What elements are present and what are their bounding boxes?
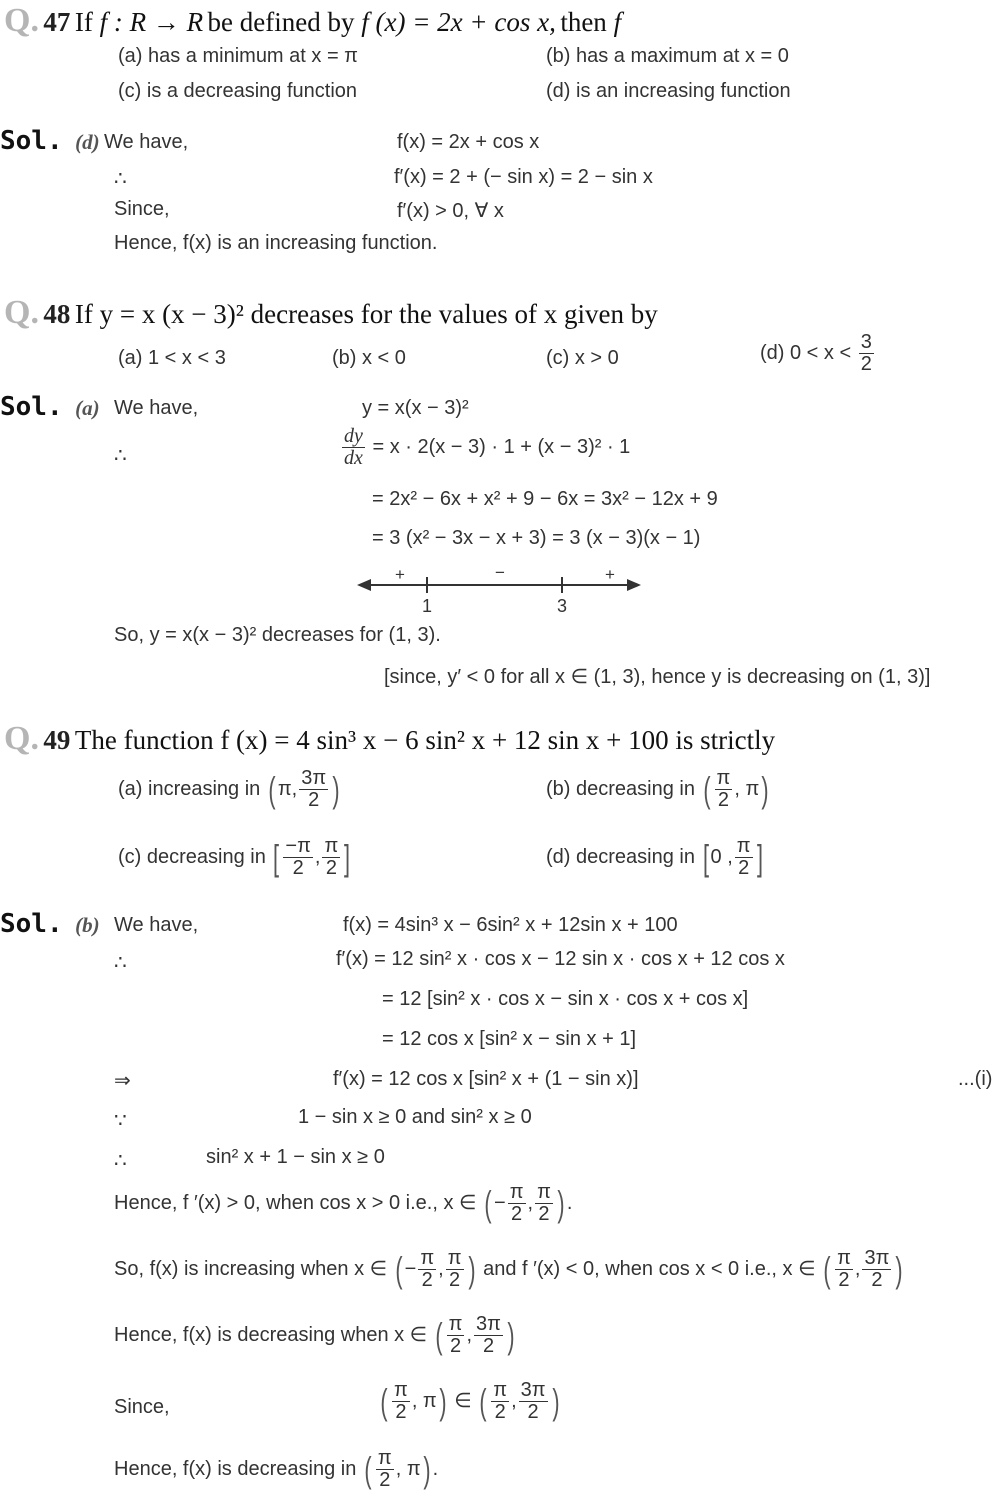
number-line — [355, 562, 645, 616]
solution-48-label: Sol. (a) — [0, 392, 100, 422]
option-c: (c) x > 0 — [546, 347, 619, 369]
equation: sin² x + 1 − sin x ≥ 0 — [206, 1146, 385, 1168]
equation: f′(x) = 12 sin² x · cos x − 12 sin x · cos x + 12 cos x — [336, 948, 785, 970]
derivative-equation: $\frac{dy}{dx}$ = x · 2(x − 3) · 1 + (x − 3)² · 1 — [344, 425, 631, 469]
option-a: (a) 1 < x < 3 — [118, 347, 226, 369]
implies-symbol: ⇒ — [114, 1070, 131, 1092]
therefore-symbol: ∴ — [114, 445, 127, 467]
answer-key: (b) — [75, 913, 100, 937]
option-d: (d) is an increasing function — [546, 80, 791, 102]
equation: = 2x² − 6x + x² + 9 − 6x = 3x² − 12x + 9 — [372, 488, 718, 510]
sol-line-right: f′(x) > 0, ∀ x — [397, 200, 504, 222]
solution-49-label: Sol. (b) — [0, 909, 100, 939]
sign-plus: + — [605, 565, 615, 584]
hence-line-2: Hence, f(x) is decreasing when x ∈ ( $\frac{\pi}{2}$ , $\frac{3\pi}{2}$ ) — [114, 1313, 515, 1357]
option-c: (c) decreasing in [ $\frac{-\pi}{2}$ , $\frac{\pi}{2}$ ] — [118, 835, 351, 879]
since-line: [since, y′ < 0 for all x ∈ (1, 3), hence y is decreasing on (1, 3)] — [384, 666, 931, 688]
question-stem: If y = x (x − 3)² decreases for the values of x given by — [74, 299, 658, 329]
since-label: Since, — [114, 1396, 170, 1418]
we-have-label: We have, — [114, 397, 199, 419]
answer-key: (a) — [75, 396, 100, 420]
q-mark-icon: Q. — [4, 2, 39, 39]
option-b: (b) has a maximum at x = 0 — [546, 45, 789, 67]
because-symbol: ∵ — [114, 1110, 127, 1132]
option-c: (c) is a decreasing function — [118, 80, 358, 102]
sol-line-left: ∴ — [114, 168, 127, 190]
sign-minus: − — [495, 563, 505, 582]
question-number: 48 — [43, 299, 71, 329]
conclusion: Hence, f(x) is an increasing function. — [114, 232, 438, 254]
sol-line-left: Since, — [114, 198, 170, 220]
option-a: (a) increasing in ( π, $\frac{3\pi}{2}$ ) — [118, 767, 340, 811]
therefore-symbol: ∴ — [114, 952, 127, 974]
equation: = 3 (x² − 3x − x + 3) = 3 (x − 3)(x − 1) — [372, 527, 701, 549]
sol-line-right: f′(x) = 2 + (− sin x) = 2 − sin x — [394, 166, 653, 188]
sol-line-left: We have, — [104, 131, 189, 153]
question-number: 47 — [43, 7, 71, 37]
so-line: So, f(x) is increasing when x ∈ ( − $\frac{\pi}{2}$ , $\frac{\pi}{2}$ ) and f ′(x) < 0, when cos x < 0 i.e., x ∈ ( $\frac{\pi}{2}$ , $\frac{3\pi}{2}$ ) — [114, 1247, 903, 1291]
equation-tag: ...(i) — [958, 1068, 993, 1090]
equation: f′(x) = 12 cos x [sin² x + (1 − sin x)] — [333, 1068, 639, 1090]
sol-line-right: f(x) = 2x + cos x — [397, 131, 540, 153]
therefore-symbol: ∴ — [114, 1150, 127, 1172]
we-have-label: We have, — [114, 914, 199, 936]
option-b: (b) x < 0 — [332, 347, 406, 369]
question-47: Q. 47 If f : R → R be defined by f (x) = 2x + cos x, then f — [4, 2, 622, 39]
solution-47-label: Sol. (d) — [0, 126, 100, 156]
equation: = 12 [sin² x · cos x − sin x · cos x + cos x] — [382, 988, 749, 1010]
question-number: 49 — [43, 725, 71, 755]
equation: y = x(x − 3)² — [362, 397, 469, 419]
final-conclusion: Hence, f(x) is decreasing in ( $\frac{\pi}{2}$ , π) . — [114, 1447, 439, 1491]
sign-plus: + — [395, 565, 405, 584]
equation: = 12 cos x [sin² x − sin x + 1] — [382, 1028, 637, 1050]
since-relation: ( $\frac{\pi}{2}$ , π) ∈ ( $\frac{\pi}{2}$ , $\frac{3\pi}{2}$ ) — [380, 1379, 560, 1423]
q-mark-icon: Q. — [4, 294, 39, 331]
fraction-dy-dx: $\frac{dy}{dx}$ — [344, 425, 363, 469]
option-d: (d) 0 < x < $\frac{3}{2}$ — [760, 331, 872, 375]
question-49 — [4, 720, 775, 758]
option-b: (b) decreasing in ( $\frac{\pi}{2}$ , π) — [546, 767, 769, 811]
so-line: So, y = x(x − 3)² decreases for (1, 3). — [114, 624, 441, 646]
option-a: (a) has a minimum at x = π — [118, 45, 358, 67]
option-d: (d) decreasing in [ 0 , $\frac{\pi}{2}$ ] — [546, 835, 763, 879]
point-label: 3 — [557, 596, 568, 616]
q-mark-icon: Q. — [4, 720, 39, 757]
fraction: $\frac{3}{2}$ — [860, 331, 872, 375]
equation: f(x) = 4sin³ x − 6sin² x + 12sin x + 100 — [343, 914, 678, 936]
point-label: 1 — [422, 596, 433, 616]
question-48 — [4, 294, 658, 332]
equation: 1 − sin x ≥ 0 and sin² x ≥ 0 — [298, 1106, 532, 1128]
answer-key: (d) — [75, 130, 100, 154]
question-stem: The function f (x) = 4 sin³ x − 6 sin² x + 12 sin x + 100 is strictly — [74, 725, 776, 755]
hence-line-1: Hence, f ′(x) > 0, when cos x > 0 i.e., x ∈ ( − $\frac{\pi}{2}$ , $\frac{\pi}{2}$ ) . — [114, 1181, 573, 1225]
